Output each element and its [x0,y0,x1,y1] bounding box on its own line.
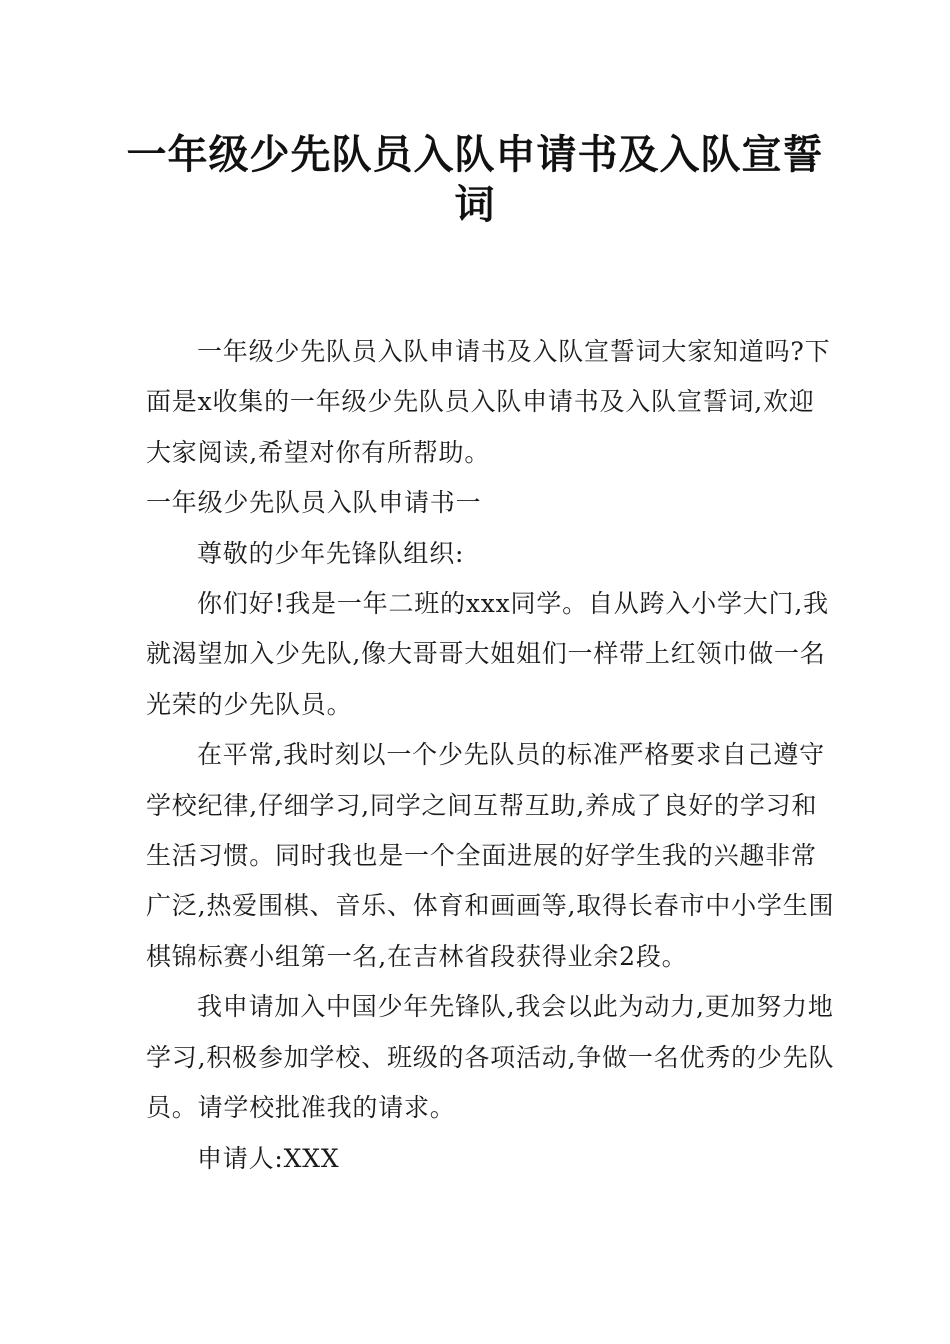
intro-paragraph: 一年级少先队员入队申请书及入队宣誓词大家知道吗?下面是x收集的一年级少先队员入队申请书及入队宣誓词,欢迎大家阅读,希望对你有所帮助。 [146,337,831,467]
body-paragraph: 你们好!我是一年二班的xxx同学。自从跨入小学大门,我就渴望加入少先队,像大哥哥大姐姐们一样带上红领巾做一名光荣的少先队员。 [146,589,829,719]
document-body [146,327,836,1184]
signature-line: 申请人:XXX [197,1143,340,1173]
salutation: 尊敬的少年先锋队组织: [197,538,465,568]
document-title: 一年级少先队员入队申请书及入队宣誓词 [126,132,824,228]
section-heading: 一年级少先队员入队申请书一 [146,488,482,518]
body-paragraph: 我申请加入中国少年先锋队,我会以此为动力,更加努力地学习,积极参加学校、班级的各项活动,争做一名优秀的少先队员。请学校批准我的请求。 [146,992,835,1123]
body-paragraph: 在平常,我时刻以一个少先队员的标准严格要求自己遵守学校纪律,仔细学习,同学之间互帮互助,养成了良好的学习和生活习惯。同时我也是一个全面进展的好学生我的兴趣非常广泛,热爱围棋、音乐、体育和画画等,取得长春市中小学生围棋锦标赛小组第一名,在吉林省段获得业余2段。 [146,740,835,971]
